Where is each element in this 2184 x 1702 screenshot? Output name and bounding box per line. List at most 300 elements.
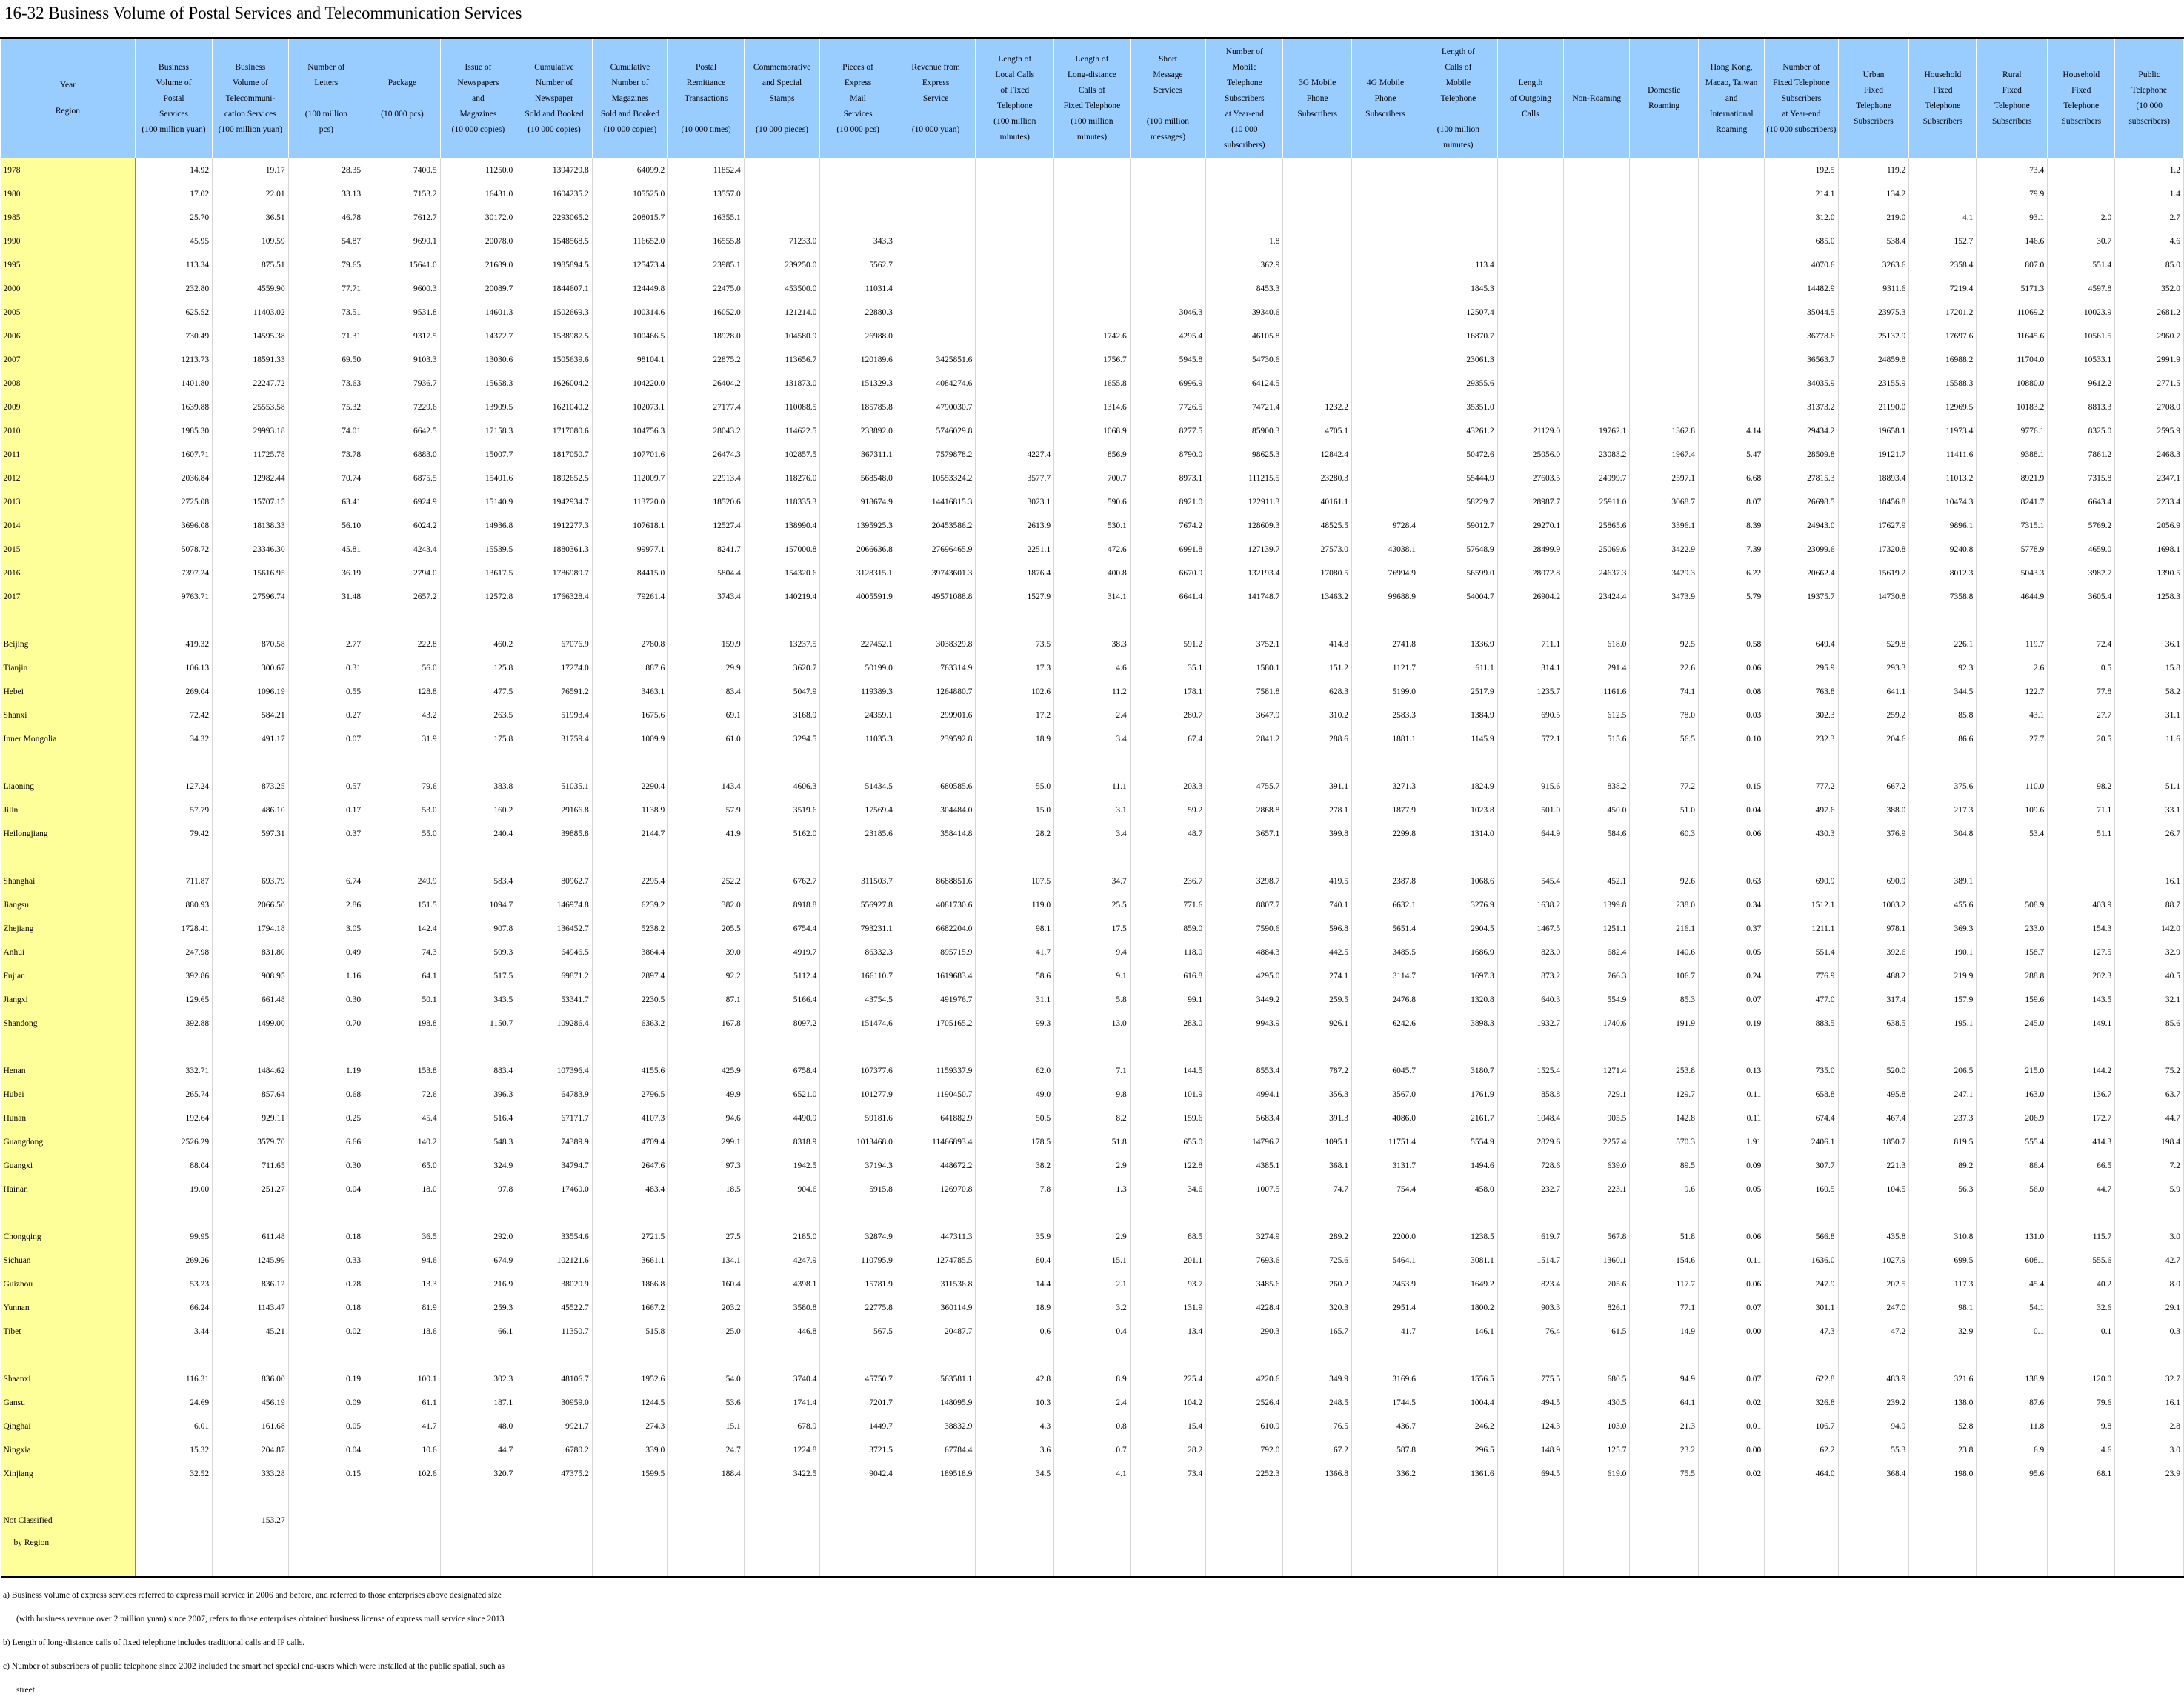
not-classified-label-1: Not Classified <box>3 1516 53 1525</box>
spacer-cell <box>288 751 364 775</box>
header-col-28 <box>2115 38 2184 158</box>
cell: 11031.4 <box>820 277 896 301</box>
cell: 92.3 <box>1909 656 1977 680</box>
cell: 53.0 <box>364 798 441 822</box>
spacer-cell <box>1206 1201 1283 1225</box>
cell: 0.58 <box>1699 633 1765 656</box>
cell: 1096.19 <box>213 680 289 704</box>
cell: 1786989.7 <box>516 561 593 585</box>
cell: 120189.6 <box>820 348 896 372</box>
header-line: (10 000 <box>2136 101 2163 110</box>
cell: 7861.2 <box>2048 443 2115 467</box>
cell: 19658.1 <box>1838 419 1909 443</box>
cell: 38.3 <box>1054 633 1131 656</box>
cell: 1245.99 <box>213 1249 289 1272</box>
footnote-line: a) Business volume of express services referred to express mail service in 2006 and before, and referred to those enterprises above designated size <box>3 1591 502 1600</box>
cell: 873.2 <box>1497 964 1563 988</box>
cell: 17274.0 <box>516 656 593 680</box>
cell: 146.6 <box>1977 230 2048 253</box>
cell: 8921.0 <box>1130 490 1206 514</box>
cell: 22880.3 <box>820 301 896 324</box>
cell: 26904.2 <box>1497 585 1563 609</box>
cell: 25911.0 <box>1564 490 1630 514</box>
cell: 1845.3 <box>1419 277 1497 301</box>
cell: 905.5 <box>1564 1107 1630 1130</box>
cell: 336.2 <box>1352 1462 1419 1486</box>
cell: 81.9 <box>364 1296 441 1320</box>
cell: 583.4 <box>440 870 516 893</box>
cell: 125.7 <box>1564 1438 1630 1462</box>
cell: 106.7 <box>1765 1415 1838 1438</box>
cell <box>288 1509 364 1577</box>
cell: 6.01 <box>135 1415 212 1438</box>
cell: 3429.3 <box>1630 561 1699 585</box>
cell: 776.9 <box>1765 964 1838 988</box>
row-label: Shaanxi <box>1 1367 136 1391</box>
spacer-cell <box>1352 1486 1419 1509</box>
cell <box>1283 277 1352 301</box>
header-line: messages) <box>1150 133 1186 141</box>
cell: 4709.4 <box>592 1130 668 1154</box>
cell: 3.0 <box>2115 1438 2184 1462</box>
header-line: Fixed <box>1863 86 1884 95</box>
cell: 548.3 <box>440 1130 516 1154</box>
cell: 11751.4 <box>1352 1130 1419 1154</box>
cell: 44.7 <box>2115 1107 2184 1130</box>
cell: 64946.5 <box>516 941 593 964</box>
cell: 367311.1 <box>820 443 896 467</box>
spacer-cell <box>1206 1035 1283 1059</box>
cell: 826.1 <box>1564 1296 1630 1320</box>
cell: 195.1 <box>1909 1012 1977 1035</box>
cell <box>1564 230 1630 253</box>
cell: 33554.6 <box>516 1225 593 1249</box>
cell: 22.6 <box>1630 656 1699 680</box>
cell <box>135 1509 212 1577</box>
cell <box>1564 396 1630 419</box>
cell: 94.9 <box>1630 1367 1699 1391</box>
cell: 43.2 <box>364 704 441 727</box>
cell: 2960.7 <box>2115 324 2184 348</box>
cell: 700.7 <box>1054 467 1131 490</box>
cell: 5464.1 <box>1352 1249 1419 1272</box>
header-line: Number of <box>307 62 345 72</box>
cell: 0.5 <box>2048 656 2115 680</box>
spacer-row <box>1 846 2184 870</box>
cell: 16.1 <box>2115 1391 2184 1415</box>
cell: 25.0 <box>668 1320 745 1344</box>
cell: 8277.5 <box>1130 419 1206 443</box>
cell: 6641.4 <box>1130 585 1206 609</box>
cell: 1320.8 <box>1419 988 1497 1012</box>
header-line: Calls of <box>1445 62 1472 72</box>
cell: 16431.0 <box>440 182 516 206</box>
cell: 978.1 <box>1838 917 1909 941</box>
cell: 2056.9 <box>2115 514 2184 538</box>
cell: 46.78 <box>288 206 364 230</box>
cell: 111215.5 <box>1206 467 1283 490</box>
cell <box>1630 182 1699 206</box>
cell: 4005591.9 <box>820 585 896 609</box>
spacer-cell <box>2048 1344 2115 1367</box>
cell: 7693.6 <box>1206 1249 1283 1272</box>
spacer-cell <box>668 1486 745 1509</box>
cell: 0.57 <box>288 775 364 798</box>
cell: 570.3 <box>1630 1130 1699 1154</box>
cell: 356.3 <box>1283 1083 1352 1107</box>
cell: 51035.1 <box>516 775 593 798</box>
cell: 1912277.3 <box>516 514 593 538</box>
cell: 283.0 <box>1130 1012 1206 1035</box>
cell: 15401.6 <box>440 467 516 490</box>
cell: 12842.4 <box>1283 443 1352 467</box>
cell: 18520.6 <box>668 490 745 514</box>
cell <box>1564 182 1630 206</box>
table-body <box>1 158 2184 1577</box>
cell: 79.65 <box>288 253 364 277</box>
cell: 89.2 <box>1909 1154 1977 1178</box>
cell: 5651.4 <box>1352 917 1419 941</box>
cell: 494.5 <box>1497 1391 1563 1415</box>
spacer-cell <box>364 609 441 633</box>
cell: 2868.8 <box>1206 798 1283 822</box>
header-col-2 <box>213 38 289 158</box>
spacer-cell <box>440 846 516 870</box>
cell: 30172.0 <box>440 206 516 230</box>
cell: 32.7 <box>2115 1367 2184 1391</box>
spacer-cell <box>1054 609 1131 633</box>
cell: 29993.18 <box>213 419 289 443</box>
table-row <box>1 253 2184 277</box>
table-row <box>1 893 2184 917</box>
cell: 7.2 <box>2115 1154 2184 1178</box>
cell <box>1352 253 1419 277</box>
header-col-8 <box>668 38 745 158</box>
table-row <box>1 1391 2184 1415</box>
cell: 1932.7 <box>1497 1012 1563 1035</box>
cell: 17320.8 <box>1838 538 1909 561</box>
header-col-4 <box>364 38 441 158</box>
cell: 32874.9 <box>820 1225 896 1249</box>
spacer-cell <box>1130 609 1206 633</box>
spacer-cell <box>1352 846 1419 870</box>
header-line: and Special <box>762 78 802 87</box>
cell: 22913.4 <box>668 467 745 490</box>
cell: 263.5 <box>440 704 516 727</box>
cell <box>1564 158 1630 182</box>
cell: 2.1 <box>1054 1272 1131 1296</box>
cell: 85.8 <box>1909 704 1977 727</box>
spacer-cell <box>364 751 441 775</box>
cell: 1360.1 <box>1564 1249 1630 1272</box>
cell: 419.32 <box>135 633 212 656</box>
cell <box>976 230 1054 253</box>
header-line: (10 000 <box>1231 124 1258 134</box>
spacer-cell <box>668 1201 745 1225</box>
spacer-cell <box>1564 1035 1630 1059</box>
cell: 146.1 <box>1419 1320 1497 1344</box>
header-line: Telecommuni- <box>225 93 276 103</box>
cell: 453500.0 <box>744 277 820 301</box>
cell: 310.2 <box>1283 704 1352 727</box>
header-line: Fixed <box>2002 86 2022 95</box>
cell: 0.19 <box>288 1367 364 1391</box>
cell: 76.4 <box>1497 1320 1563 1344</box>
cell: 740.1 <box>1283 893 1352 917</box>
spacer-cell <box>1909 751 1977 775</box>
cell: 25132.9 <box>1838 324 1909 348</box>
cell: 0.63 <box>1699 870 1765 893</box>
cell: 460.2 <box>440 633 516 656</box>
row-label: Guangxi <box>1 1154 136 1178</box>
cell: 1004.4 <box>1419 1391 1497 1415</box>
cell: 1876.4 <box>976 561 1054 585</box>
cell: 206.9 <box>1977 1107 2048 1130</box>
cell: 159.9 <box>668 633 745 656</box>
cell: 35351.0 <box>1419 396 1497 419</box>
cell: 36.19 <box>288 561 364 585</box>
cell: 13.0 <box>1054 1012 1131 1035</box>
cell: 9690.1 <box>364 230 441 253</box>
cell: 1068.9 <box>1054 419 1131 443</box>
cell: 2476.8 <box>1352 988 1419 1012</box>
cell: 0.06 <box>1699 822 1765 846</box>
row-label: Shandong <box>1 1012 136 1035</box>
cell: 658.8 <box>1765 1083 1838 1107</box>
cell: 121214.0 <box>744 301 820 324</box>
cell: 324.9 <box>440 1154 516 1178</box>
spacer-cell <box>592 1201 668 1225</box>
cell: 777.2 <box>1765 775 1838 798</box>
cell: 45522.7 <box>516 1296 593 1320</box>
cell: 34.5 <box>976 1462 1054 1486</box>
cell: 304484.0 <box>896 798 975 822</box>
cell <box>1054 182 1131 206</box>
cell: 247.1 <box>1909 1083 1977 1107</box>
cell: 4385.1 <box>1206 1154 1283 1178</box>
cell <box>1630 372 1699 396</box>
cell: 31373.2 <box>1765 396 1838 419</box>
cell: 107618.1 <box>592 514 668 538</box>
spacer-cell <box>1564 609 1630 633</box>
spacer-cell <box>364 1486 441 1509</box>
cell <box>1054 301 1131 324</box>
cell: 1607.71 <box>135 443 212 467</box>
header-col-18 <box>1419 38 1497 158</box>
cell: 9240.8 <box>1909 538 1977 561</box>
cell <box>1630 301 1699 324</box>
header-line: pcs) <box>319 124 333 134</box>
cell: 20662.4 <box>1765 561 1838 585</box>
cell: 25865.6 <box>1564 514 1630 538</box>
cell: 56.0 <box>1977 1178 2048 1201</box>
cell: 6883.0 <box>364 443 441 467</box>
cell: 8012.3 <box>1909 561 1977 585</box>
cell: 12572.8 <box>440 585 516 609</box>
cell: 85.0 <box>2115 253 2184 277</box>
header-year-region <box>1 38 136 158</box>
cell: 26698.5 <box>1765 490 1838 514</box>
cell: 730.49 <box>135 324 212 348</box>
spacer-cell <box>2048 751 2115 775</box>
cell: 3580.8 <box>744 1296 820 1320</box>
spacer-cell <box>364 846 441 870</box>
cell <box>1054 1509 1131 1577</box>
cell <box>1630 1509 1699 1577</box>
cell: 1649.2 <box>1419 1272 1497 1296</box>
cell: 1638.2 <box>1497 893 1563 917</box>
cell: 18591.33 <box>213 348 289 372</box>
cell: 15539.5 <box>440 538 516 561</box>
header-col-6 <box>516 38 593 158</box>
spacer-cell <box>1564 1344 1630 1367</box>
cell <box>1352 467 1419 490</box>
cell <box>1352 443 1419 467</box>
cell: 4.6 <box>2048 1438 2115 1462</box>
cell: 40.2 <box>2048 1272 2115 1296</box>
cell: 3169.6 <box>1352 1367 1419 1391</box>
cell: 9.8 <box>1054 1083 1131 1107</box>
spacer-cell <box>1699 609 1765 633</box>
spacer-cell <box>976 609 1054 633</box>
cell: 167.8 <box>668 1012 745 1035</box>
cell: 792.0 <box>1206 1438 1283 1462</box>
cell: 452.1 <box>1564 870 1630 893</box>
cell <box>976 206 1054 230</box>
cell: 28509.8 <box>1765 443 1838 467</box>
cell: 260.2 <box>1283 1272 1352 1296</box>
cell <box>1564 253 1630 277</box>
cell: 97.3 <box>668 1154 745 1178</box>
cell: 259.5 <box>1283 988 1352 1012</box>
cell: 9896.1 <box>1909 514 1977 538</box>
cell: 375.6 <box>1909 775 1977 798</box>
cell: 61.0 <box>668 727 745 751</box>
spacer-cell <box>2048 1486 2115 1509</box>
cell: 1985.30 <box>135 419 212 443</box>
cell: 131873.0 <box>744 372 820 396</box>
cell: 389.1 <box>1909 870 1977 893</box>
table-row <box>1 798 2184 822</box>
cell: 6875.5 <box>364 467 441 490</box>
cell: 64.1 <box>364 964 441 988</box>
spacer-cell <box>1699 1344 1765 1367</box>
cell: 368.4 <box>1838 1462 1909 1486</box>
cell: 904.6 <box>744 1178 820 1201</box>
cell <box>1497 348 1563 372</box>
header-col-26 <box>1977 38 2048 158</box>
cell: 3180.7 <box>1419 1059 1497 1083</box>
cell: 5.8 <box>1054 988 1131 1012</box>
spacer-cell <box>1419 609 1497 633</box>
header-line: Phone <box>1374 93 1396 103</box>
header-line: Phone <box>1306 93 1328 103</box>
spacer-cell <box>2115 609 2184 633</box>
cell: 265.74 <box>135 1083 212 1107</box>
cell: 430.5 <box>1564 1391 1630 1415</box>
cell: 12527.4 <box>668 514 745 538</box>
row-label: 2015 <box>1 538 136 561</box>
cell: 382.0 <box>668 893 745 917</box>
cell: 619.7 <box>1497 1225 1563 1249</box>
cell: 823.4 <box>1497 1272 1563 1296</box>
cell: 3605.4 <box>2048 585 2115 609</box>
cell: 0.07 <box>288 727 364 751</box>
cell: 1728.41 <box>135 917 212 941</box>
cell: 72.4 <box>2048 633 2115 656</box>
cell: 14796.2 <box>1206 1130 1283 1154</box>
cell: 1626004.2 <box>516 372 593 396</box>
spacer-cell <box>1352 1035 1419 1059</box>
not-classified-row <box>1 1509 2184 1577</box>
cell: 36.1 <box>2115 633 2184 656</box>
spacer-cell <box>744 1201 820 1225</box>
cell <box>1352 348 1419 372</box>
cell: 22247.72 <box>213 372 289 396</box>
cell: 159.6 <box>1130 1107 1206 1130</box>
cell: 497.6 <box>1765 798 1838 822</box>
cell: 3982.7 <box>2048 561 2115 585</box>
spacer-cell <box>1352 751 1419 775</box>
cell: 1942934.7 <box>516 490 593 514</box>
cell: 118335.3 <box>744 490 820 514</box>
cell <box>1699 396 1765 419</box>
cell: 19762.1 <box>1564 419 1630 443</box>
cell: 8.2 <box>1054 1107 1131 1130</box>
header-col-23 <box>1765 38 1838 158</box>
cell: 4.6 <box>1054 656 1131 680</box>
cell <box>896 253 975 277</box>
cell: 75.2 <box>2115 1059 2184 1083</box>
cell: 4220.6 <box>1206 1367 1283 1391</box>
row-label: Ningxia <box>1 1438 136 1462</box>
cell: 25.5 <box>1054 893 1131 917</box>
cell: 5746029.8 <box>896 419 975 443</box>
cell: 151.2 <box>1283 656 1352 680</box>
cell: 19.17 <box>213 158 289 182</box>
cell: 9388.1 <box>1977 443 2048 467</box>
cell: 289.2 <box>1283 1225 1352 1249</box>
cell: 77.8 <box>2048 680 2115 704</box>
cell <box>1054 158 1131 182</box>
header-line: Telephone <box>2131 86 2167 95</box>
cell: 10533.1 <box>2048 348 2115 372</box>
cell: 1844607.1 <box>516 277 593 301</box>
cell <box>1497 1509 1563 1577</box>
spacer-cell <box>1130 1201 1206 1225</box>
spacer-cell <box>440 1201 516 1225</box>
spacer-cell <box>2115 846 2184 870</box>
cell: 23083.2 <box>1564 443 1630 467</box>
spacer-cell <box>1838 846 1909 870</box>
cell: 567.8 <box>1564 1225 1630 1249</box>
table-row <box>1 917 2184 941</box>
cell: 320.3 <box>1283 1296 1352 1320</box>
cell: 45.21 <box>213 1320 289 1344</box>
spacer-cell <box>1564 1201 1630 1225</box>
cell: 1150.7 <box>440 1012 516 1035</box>
cell: 1399.8 <box>1564 893 1630 917</box>
cell <box>1352 158 1419 182</box>
header-col-15 <box>1206 38 1283 158</box>
cell: 8097.2 <box>744 1012 820 1035</box>
cell: 4.1 <box>1909 206 1977 230</box>
cell: 20078.0 <box>440 230 516 253</box>
header-line <box>365 91 439 107</box>
cell: 1007.5 <box>1206 1178 1283 1201</box>
header-line: subscribers) <box>1224 140 1265 150</box>
cell: 45750.7 <box>820 1367 896 1391</box>
